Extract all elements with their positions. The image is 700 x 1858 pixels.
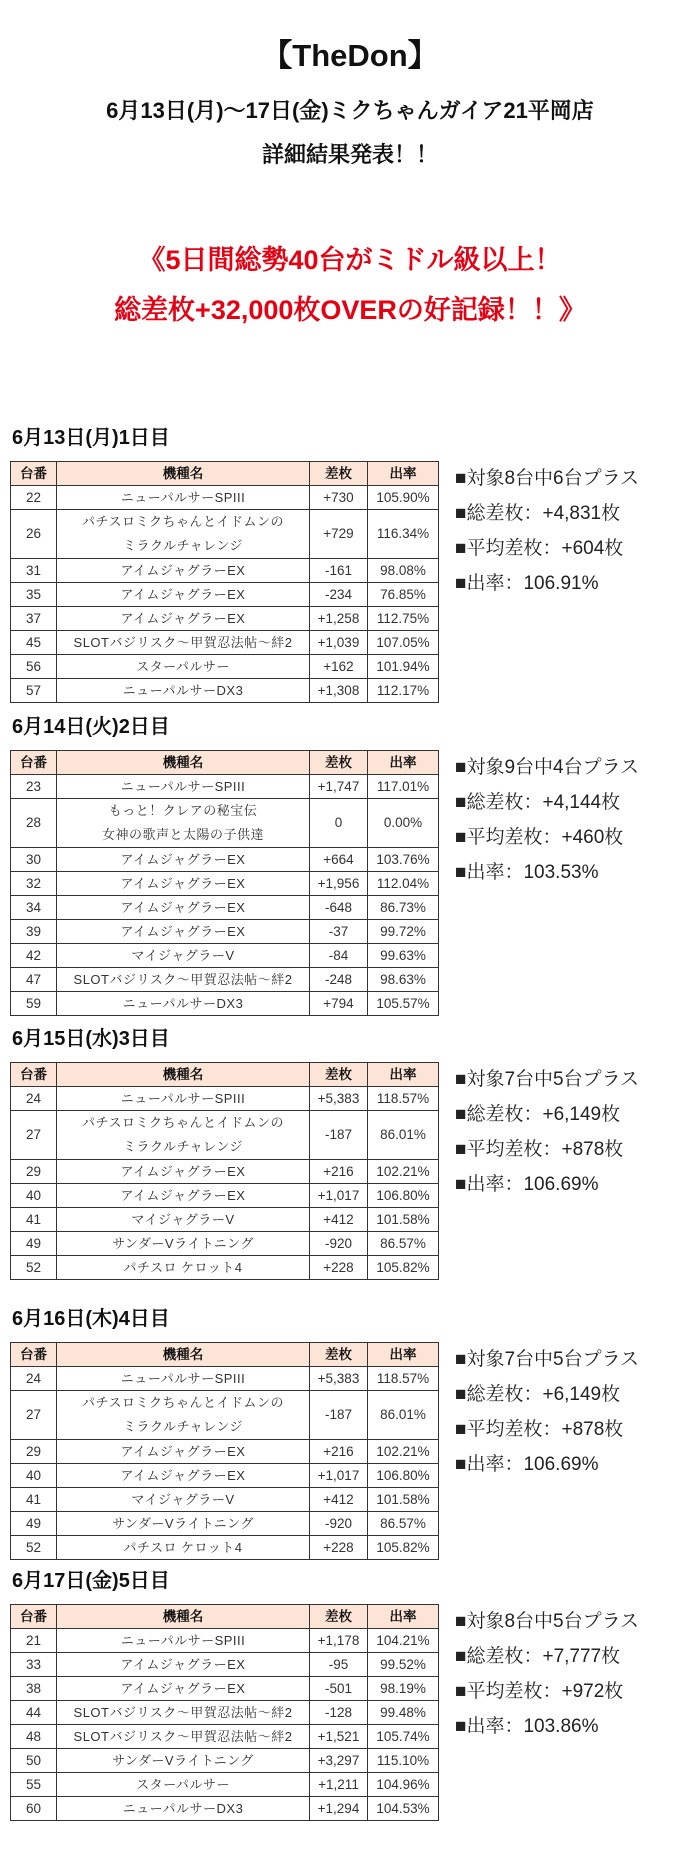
- cell-machine-name: ニューパルサーDX3: [57, 992, 310, 1016]
- cell-coin-diff: -187: [310, 1391, 368, 1440]
- cell-machine-name: [57, 799, 310, 848]
- cell-payout-rate: 104.21%: [368, 1629, 439, 1653]
- table-row: [11, 992, 439, 1016]
- cell-machine-name: [57, 1111, 310, 1160]
- cell-machine-name: アイムジャグラーEX: [57, 872, 310, 896]
- table-row: [11, 1232, 439, 1256]
- table-row: [11, 1653, 439, 1677]
- table-row: [11, 1440, 439, 1464]
- cell-machine-name: SLOTバジリスク～甲賀忍法帖～絆2: [57, 1701, 310, 1725]
- cell-machine-number: 49: [11, 1512, 57, 1536]
- results-table: [10, 461, 439, 703]
- cell-coin-diff: +412: [310, 1488, 368, 1512]
- cell-coin-diff: +1,039: [310, 631, 368, 655]
- cell-coin-diff: +794: [310, 992, 368, 1016]
- summary-average-diff: ■平均差枚：+604枚: [455, 538, 624, 559]
- cell-machine-number: 50: [11, 1749, 57, 1773]
- cell-machine-name: ニューパルサーSPIII: [57, 775, 310, 799]
- cell-machine-number: 39: [11, 920, 57, 944]
- cell-payout-rate: 102.21%: [368, 1440, 439, 1464]
- cell-machine-number: 29: [11, 1440, 57, 1464]
- summary-target-count: ■対象8台中5台プラス: [455, 1611, 640, 1632]
- cell-coin-diff: -84: [310, 944, 368, 968]
- cell-machine-name: サンダーVライトニング: [57, 1749, 310, 1773]
- cell-machine-number: 42: [11, 944, 57, 968]
- column-header-machine-name: 機種名: [57, 1343, 310, 1367]
- cell-machine-name: SLOTバジリスク～甲賀忍法帖～絆2: [57, 631, 310, 655]
- cell-machine-name: マイジャグラーV: [57, 1208, 310, 1232]
- cell-machine-name: パチスロ ケロット4: [57, 1256, 310, 1280]
- table-row: [11, 1208, 439, 1232]
- table-row: [11, 920, 439, 944]
- cell-machine-name: マイジャグラーV: [57, 944, 310, 968]
- cell-payout-rate: 115.10%: [368, 1749, 439, 1773]
- cell-payout-rate: 102.21%: [368, 1160, 439, 1184]
- summary-average-diff: ■平均差枚：+460枚: [455, 827, 624, 848]
- cell-payout-rate: 98.08%: [368, 559, 439, 583]
- cell-payout-rate: 112.17%: [368, 679, 439, 703]
- cell-coin-diff: +1,017: [310, 1464, 368, 1488]
- cell-machine-number: 40: [11, 1184, 57, 1208]
- cell-payout-rate: 99.52%: [368, 1653, 439, 1677]
- cell-payout-rate: 104.53%: [368, 1797, 439, 1821]
- cell-machine-name: サンダーVライトニング: [57, 1512, 310, 1536]
- cell-coin-diff: +1,017: [310, 1184, 368, 1208]
- column-header-machine-name: 機種名: [57, 751, 310, 775]
- cell-machine-number: 40: [11, 1464, 57, 1488]
- cell-machine-name: ニューパルサーSPIII: [57, 1629, 310, 1653]
- table-header-row: [11, 462, 439, 486]
- column-header-machine-name: 機種名: [57, 1605, 310, 1629]
- cell-payout-rate: 76.85%: [368, 583, 439, 607]
- table-row: [11, 1536, 439, 1560]
- cell-coin-diff: -187: [310, 1111, 368, 1160]
- cell-coin-diff: -234: [310, 583, 368, 607]
- summary-payout-rate: ■出率：103.53%: [455, 862, 599, 883]
- cell-machine-number: 48: [11, 1725, 57, 1749]
- cell-payout-rate: 112.75%: [368, 607, 439, 631]
- cell-coin-diff: +1,747: [310, 775, 368, 799]
- name-line-1: パチスロミクちゃんとイドムンの: [82, 1395, 284, 1410]
- table-row: [11, 1488, 439, 1512]
- table-row: [11, 1677, 439, 1701]
- table-row: [11, 607, 439, 631]
- cell-machine-number: 28: [11, 799, 57, 848]
- cell-coin-diff: +3,297: [310, 1749, 368, 1773]
- cell-machine-number: 60: [11, 1797, 57, 1821]
- cell-machine-name: [57, 510, 310, 559]
- table-row: [11, 583, 439, 607]
- cell-machine-name: アイムジャグラーEX: [57, 1440, 310, 1464]
- cell-machine-number: 45: [11, 631, 57, 655]
- cell-coin-diff: +1,521: [310, 1725, 368, 1749]
- cell-machine-name: アイムジャグラーEX: [57, 1653, 310, 1677]
- cell-coin-diff: +5,383: [310, 1367, 368, 1391]
- page-title: 【TheDon】: [261, 38, 439, 73]
- table-row: [11, 1087, 439, 1111]
- column-header-machine-number: 台番: [11, 1605, 57, 1629]
- cell-coin-diff: -37: [310, 920, 368, 944]
- table-row: [11, 775, 439, 799]
- summary-target-count: ■対象7台中5台プラス: [455, 1349, 640, 1370]
- cell-machine-number: 38: [11, 1677, 57, 1701]
- table-row: [11, 510, 439, 559]
- summary-average-diff: ■平均差枚：+878枚: [455, 1419, 624, 1440]
- column-header-coin-diff: 差枚: [310, 1343, 368, 1367]
- cell-coin-diff: +1,178: [310, 1629, 368, 1653]
- cell-payout-rate: 99.72%: [368, 920, 439, 944]
- cell-machine-number: 49: [11, 1232, 57, 1256]
- summary-average-diff: ■平均差枚：+878枚: [455, 1139, 624, 1160]
- cell-coin-diff: +1,294: [310, 1797, 368, 1821]
- cell-payout-rate: 98.63%: [368, 968, 439, 992]
- cell-payout-rate: 0.00%: [368, 799, 439, 848]
- day-summary: [455, 467, 639, 607]
- day-heading: 6月14日(火)2日目: [12, 716, 170, 738]
- cell-payout-rate: 116.34%: [368, 510, 439, 559]
- summary-target-count: ■対象9台中4台プラス: [455, 757, 640, 778]
- cell-machine-name: ニューパルサーSPIII: [57, 486, 310, 510]
- table-row: [11, 1797, 439, 1821]
- table-row: [11, 559, 439, 583]
- cell-coin-diff: +216: [310, 1440, 368, 1464]
- cell-machine-name: マイジャグラーV: [57, 1488, 310, 1512]
- cell-coin-diff: +216: [310, 1160, 368, 1184]
- day-summary: [455, 1068, 639, 1208]
- cell-coin-diff: -501: [310, 1677, 368, 1701]
- table-row: [11, 1701, 439, 1725]
- cell-machine-name: サンダーVライトニング: [57, 1232, 310, 1256]
- cell-coin-diff: +412: [310, 1208, 368, 1232]
- column-header-payout-rate: 出率: [368, 1343, 439, 1367]
- summary-payout-rate: ■出率：106.69%: [455, 1454, 599, 1475]
- table-row: [11, 486, 439, 510]
- table-row: [11, 1256, 439, 1280]
- cell-machine-number: 27: [11, 1111, 57, 1160]
- cell-machine-number: 30: [11, 848, 57, 872]
- table-row: [11, 1367, 439, 1391]
- table-row: [11, 655, 439, 679]
- cell-machine-name: アイムジャグラーEX: [57, 559, 310, 583]
- results-table: [10, 1342, 439, 1560]
- cell-coin-diff: -95: [310, 1653, 368, 1677]
- table-row: [11, 1512, 439, 1536]
- column-header-payout-rate: 出率: [368, 1063, 439, 1087]
- cell-machine-number: 55: [11, 1773, 57, 1797]
- cell-machine-name: ニューパルサーDX3: [57, 1797, 310, 1821]
- cell-machine-number: 21: [11, 1629, 57, 1653]
- cell-payout-rate: 98.19%: [368, 1677, 439, 1701]
- name-line-2: ミラクルチャレンジ: [122, 1419, 244, 1434]
- cell-machine-number: 56: [11, 655, 57, 679]
- name-line-2: ミラクルチャレンジ: [122, 538, 244, 553]
- cell-machine-number: 24: [11, 1087, 57, 1111]
- column-header-payout-rate: 出率: [368, 462, 439, 486]
- table-row: [11, 848, 439, 872]
- cell-coin-diff: -248: [310, 968, 368, 992]
- cell-machine-name: アイムジャグラーEX: [57, 1464, 310, 1488]
- cell-coin-diff: +228: [310, 1256, 368, 1280]
- cell-coin-diff: +729: [310, 510, 368, 559]
- cell-payout-rate: 99.48%: [368, 1701, 439, 1725]
- cell-payout-rate: 105.90%: [368, 486, 439, 510]
- cell-machine-number: 24: [11, 1367, 57, 1391]
- day-heading: 6月17日(金)5日目: [12, 1570, 170, 1592]
- cell-coin-diff: +5,383: [310, 1087, 368, 1111]
- cell-machine-number: 37: [11, 607, 57, 631]
- cell-coin-diff: +1,258: [310, 607, 368, 631]
- summary-target-count: ■対象7台中5台プラス: [455, 1069, 640, 1090]
- cell-payout-rate: 112.04%: [368, 872, 439, 896]
- cell-machine-name: アイムジャグラーEX: [57, 1160, 310, 1184]
- cell-machine-number: 34: [11, 896, 57, 920]
- column-header-payout-rate: 出率: [368, 1605, 439, 1629]
- cell-payout-rate: 105.82%: [368, 1256, 439, 1280]
- day-heading: 6月13日(月)1日目: [12, 427, 170, 449]
- summary-total-diff: ■総差枚：+4,831枚: [455, 503, 621, 524]
- table-row: [11, 944, 439, 968]
- cell-coin-diff: +1,956: [310, 872, 368, 896]
- name-line-2: 女神の歌声と太陽の子供達: [101, 827, 264, 842]
- summary-payout-rate: ■出率：106.91%: [455, 573, 599, 594]
- event-subtitle: 6月13日(月)～17日(金)ミクちゃんガイア21平岡店: [106, 98, 594, 123]
- cell-coin-diff: -648: [310, 896, 368, 920]
- cell-coin-diff: +162: [310, 655, 368, 679]
- cell-machine-name: アイムジャグラーEX: [57, 896, 310, 920]
- summary-average-diff: ■平均差枚：+972枚: [455, 1681, 624, 1702]
- column-header-machine-number: 台番: [11, 462, 57, 486]
- cell-coin-diff: +730: [310, 486, 368, 510]
- table-row: [11, 872, 439, 896]
- cell-coin-diff: +664: [310, 848, 368, 872]
- highlight-line-2: 総差枚+32,000枚OVERの好記録！！》: [114, 295, 586, 325]
- cell-machine-name: アイムジャグラーEX: [57, 607, 310, 631]
- cell-payout-rate: 86.57%: [368, 1512, 439, 1536]
- cell-payout-rate: 105.57%: [368, 992, 439, 1016]
- summary-total-diff: ■総差枚：+6,149枚: [455, 1384, 621, 1405]
- cell-machine-number: 47: [11, 968, 57, 992]
- cell-payout-rate: 118.57%: [368, 1087, 439, 1111]
- summary-payout-rate: ■出率：106.69%: [455, 1174, 599, 1195]
- cell-machine-name: パチスロ ケロット4: [57, 1536, 310, 1560]
- cell-coin-diff: +1,308: [310, 679, 368, 703]
- table-row: [11, 1725, 439, 1749]
- table-row: [11, 896, 439, 920]
- cell-machine-number: 35: [11, 583, 57, 607]
- cell-machine-number: 22: [11, 486, 57, 510]
- day-summary: [455, 756, 639, 896]
- table-header-row: [11, 1605, 439, 1629]
- table-row: [11, 1629, 439, 1653]
- cell-payout-rate: 106.80%: [368, 1184, 439, 1208]
- table-row: [11, 799, 439, 848]
- highlight-line-1: 《5日間総勢40台がミドル級以上！: [138, 245, 562, 275]
- cell-payout-rate: 105.74%: [368, 1725, 439, 1749]
- column-header-coin-diff: 差枚: [310, 462, 368, 486]
- cell-coin-diff: -128: [310, 1701, 368, 1725]
- cell-payout-rate: 104.96%: [368, 1773, 439, 1797]
- table-row: [11, 1184, 439, 1208]
- cell-payout-rate: 101.58%: [368, 1208, 439, 1232]
- cell-coin-diff: -920: [310, 1512, 368, 1536]
- name-line-1: もっと！クレアの秘宝伝: [108, 803, 258, 818]
- cell-payout-rate: 103.76%: [368, 848, 439, 872]
- summary-total-diff: ■総差枚：+6,149枚: [455, 1104, 621, 1125]
- day-heading: 6月15日(水)3日目: [12, 1028, 170, 1050]
- day-summary: [455, 1348, 639, 1488]
- cell-machine-name: アイムジャグラーEX: [57, 848, 310, 872]
- cell-machine-name: ニューパルサーSPIII: [57, 1087, 310, 1111]
- column-header-machine-name: 機種名: [57, 462, 310, 486]
- column-header-coin-diff: 差枚: [310, 1605, 368, 1629]
- cell-payout-rate: 101.94%: [368, 655, 439, 679]
- cell-machine-number: 59: [11, 992, 57, 1016]
- cell-machine-number: 32: [11, 872, 57, 896]
- cell-payout-rate: 107.05%: [368, 631, 439, 655]
- name-line-1: パチスロミクちゃんとイドムンの: [82, 1115, 284, 1130]
- cell-machine-number: 27: [11, 1391, 57, 1440]
- cell-payout-rate: 99.63%: [368, 944, 439, 968]
- results-table: [10, 750, 439, 1016]
- cell-coin-diff: +1,211: [310, 1773, 368, 1797]
- cell-machine-name: SLOTバジリスク～甲賀忍法帖～絆2: [57, 968, 310, 992]
- results-table: [10, 1604, 439, 1821]
- cell-coin-diff: -920: [310, 1232, 368, 1256]
- cell-machine-number: 29: [11, 1160, 57, 1184]
- name-line-2: ミラクルチャレンジ: [122, 1139, 244, 1154]
- table-row: [11, 679, 439, 703]
- cell-machine-number: 52: [11, 1536, 57, 1560]
- cell-machine-number: 23: [11, 775, 57, 799]
- name-line-1: パチスロミクちゃんとイドムンの: [82, 514, 284, 529]
- cell-payout-rate: 86.01%: [368, 1391, 439, 1440]
- day-summary: [455, 1610, 639, 1750]
- cell-payout-rate: 86.57%: [368, 1232, 439, 1256]
- cell-payout-rate: 117.01%: [368, 775, 439, 799]
- cell-machine-number: 41: [11, 1488, 57, 1512]
- table-row: [11, 1111, 439, 1160]
- cell-machine-number: 41: [11, 1208, 57, 1232]
- table-header-row: [11, 751, 439, 775]
- table-row: [11, 631, 439, 655]
- day-heading: 6月16日(木)4日目: [12, 1308, 170, 1330]
- cell-machine-name: アイムジャグラーEX: [57, 583, 310, 607]
- cell-machine-name: スターパルサー: [57, 655, 310, 679]
- cell-machine-name: ニューパルサーSPIII: [57, 1367, 310, 1391]
- column-header-coin-diff: 差枚: [310, 751, 368, 775]
- column-header-payout-rate: 出率: [368, 751, 439, 775]
- cell-machine-name: ニューパルサーDX3: [57, 679, 310, 703]
- column-header-machine-number: 台番: [11, 1343, 57, 1367]
- cell-machine-number: 57: [11, 679, 57, 703]
- cell-payout-rate: 106.80%: [368, 1464, 439, 1488]
- cell-machine-name: スターパルサー: [57, 1773, 310, 1797]
- cell-machine-number: 26: [11, 510, 57, 559]
- summary-target-count: ■対象8台中6台プラス: [455, 468, 640, 489]
- cell-payout-rate: 105.82%: [368, 1536, 439, 1560]
- results-table: [10, 1062, 439, 1280]
- table-row: [11, 1749, 439, 1773]
- summary-payout-rate: ■出率：103.86%: [455, 1716, 599, 1737]
- column-header-machine-number: 台番: [11, 751, 57, 775]
- cell-machine-number: 31: [11, 559, 57, 583]
- table-row: [11, 1391, 439, 1440]
- cell-machine-number: 52: [11, 1256, 57, 1280]
- summary-total-diff: ■総差枚：+4,144枚: [455, 792, 621, 813]
- cell-machine-name: アイムジャグラーEX: [57, 920, 310, 944]
- results-announcement: 詳細結果発表！！: [261, 142, 438, 167]
- table-row: [11, 1160, 439, 1184]
- cell-payout-rate: 86.73%: [368, 896, 439, 920]
- cell-payout-rate: 86.01%: [368, 1111, 439, 1160]
- cell-payout-rate: 118.57%: [368, 1367, 439, 1391]
- table-row: [11, 1464, 439, 1488]
- cell-payout-rate: 101.58%: [368, 1488, 439, 1512]
- cell-coin-diff: +228: [310, 1536, 368, 1560]
- cell-machine-number: 33: [11, 1653, 57, 1677]
- cell-coin-diff: 0: [310, 799, 368, 848]
- table-row: [11, 1773, 439, 1797]
- cell-machine-name: アイムジャグラーEX: [57, 1677, 310, 1701]
- cell-machine-number: 44: [11, 1701, 57, 1725]
- table-header-row: [11, 1063, 439, 1087]
- column-header-coin-diff: 差枚: [310, 1063, 368, 1087]
- cell-machine-name: [57, 1391, 310, 1440]
- table-row: [11, 968, 439, 992]
- cell-coin-diff: -161: [310, 559, 368, 583]
- column-header-machine-name: 機種名: [57, 1063, 310, 1087]
- summary-total-diff: ■総差枚：+7,777枚: [455, 1646, 621, 1667]
- table-header-row: [11, 1343, 439, 1367]
- column-header-machine-number: 台番: [11, 1063, 57, 1087]
- cell-machine-name: アイムジャグラーEX: [57, 1184, 310, 1208]
- cell-machine-name: SLOTバジリスク～甲賀忍法帖～絆2: [57, 1725, 310, 1749]
